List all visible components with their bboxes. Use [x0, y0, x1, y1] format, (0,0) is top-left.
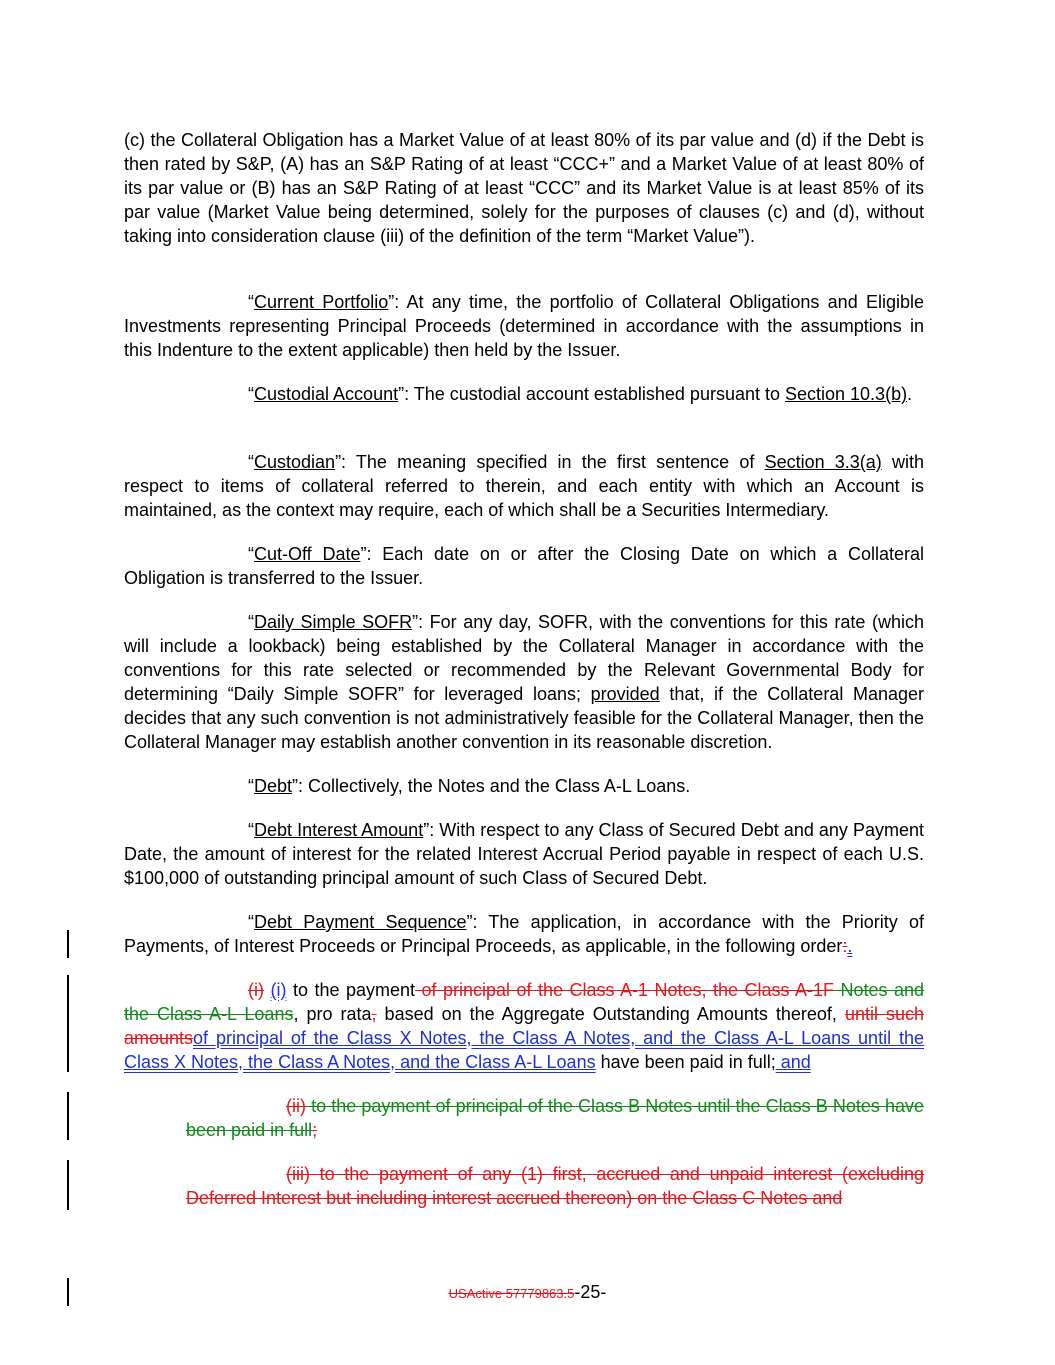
paragraph [124, 610, 924, 754]
paragraph [124, 290, 924, 362]
text: (c) the Collateral Obligation has a Market Value of at least 80% of its par value and (d) if the Debt is then rated by S&P, (A) has an S&P Rating of at least “CCC+” and a Market Value of at least 80% of its par value or (B) has an S&P Rating of at least “CCC” and its Market Value is at least 85% of its par value (Market Value being determined, solely for the purposes of clauses (c) and (d), without taking into consideration clause (iii) of the definition of the term “Market Value”). [124, 130, 924, 246]
deleted-text: (ii) [286, 1096, 306, 1116]
text: ”: For any day, SOFR, with the conventions for this rate (which will include a lookback) being established by the Collateral Manager in accordance with the conventions for this rate selected or recommended by the Relevant Governmental Body for determining “Daily Simple SOFR” for leveraged loans; [124, 612, 924, 704]
inserted-text: and [775, 1052, 811, 1072]
page-number: -25- [574, 1282, 607, 1302]
text: “ [248, 452, 254, 472]
paragraph [124, 128, 924, 248]
text: “ [248, 384, 254, 404]
change-bar [67, 930, 69, 958]
deleted-text: : [842, 936, 848, 956]
text: ”: At any time, the portfolio of Collateral Obligations and Eligible Investments representing Principal Proceeds (determined in accordance with the assumptions in this Indenture to the extent applicable) then held by the Issuer. [124, 292, 924, 360]
deleted-text: until such amounts [124, 1004, 924, 1048]
paragraph [124, 774, 924, 798]
document-id-deleted: USActive 57779863.5 [448, 1286, 575, 1301]
paragraph [124, 978, 924, 1074]
change-bar [67, 1092, 69, 1140]
text: ”: The meaning specified in the first sentence of [335, 452, 765, 472]
moved-deleted-text: to the payment of principal of the Class B Notes until the Class B Notes have been paid in full [186, 1096, 924, 1140]
text: , pro rata [293, 1004, 372, 1024]
text: with respect to items of collateral referred to therein, and each entity with which an Account is maintained, as the context may require, each of which shall be a Securities Intermediary. [124, 452, 925, 520]
page-footer [0, 1280, 1055, 1306]
underlined-term: Current Portfolio [254, 292, 389, 312]
paragraph [186, 1162, 924, 1210]
underlined-term: Section 10.3(b) [785, 384, 908, 404]
deleted-text: (i) [248, 980, 264, 1000]
underlined-term: Debt [254, 776, 293, 796]
deleted-text: of principal of the Class A-1 Notes, the Class A-1F [415, 980, 834, 1000]
change-bar [67, 975, 69, 1072]
paragraph [124, 910, 924, 958]
text: that, if the Collateral Manager decides that any such convention is not administratively feasible for the Collateral Manager, then the Collateral Manager may establish another convention in its reasonable discretion. [124, 684, 924, 752]
underlined-term: provided [590, 684, 660, 704]
change-bar [67, 1160, 69, 1210]
text: based on the Aggregate Outstanding Amounts thereof, [376, 1004, 845, 1024]
underlined-term: Cut-Off Date [254, 544, 361, 564]
text: “ [248, 612, 254, 632]
underlined-term: Debt Payment Sequence [254, 912, 467, 932]
text: have been paid in full; [595, 1052, 776, 1072]
text: “ [248, 544, 254, 564]
text: “ [248, 292, 254, 312]
deleted-text: (iii) to the payment of any (1) first, accrued and unpaid interest (excluding Deferred Interest but including interest accrued thereon) on the Class C Notes and [186, 1164, 924, 1208]
deleted-text: , [371, 1004, 377, 1024]
text: ”: The application, in accordance with the Priority of Payments, of Interest Proceeds or Principal Proceeds, as applicable, in the following order [124, 912, 924, 956]
inserted-text: (i) [270, 980, 287, 1000]
underlined-term: Custodian [254, 452, 336, 472]
text: ”: The custodial account established pursuant to [398, 384, 785, 404]
underlined-term: Section 3.3(a) [764, 452, 882, 472]
paragraph [124, 382, 924, 406]
underlined-term: Daily Simple SOFR [254, 612, 413, 632]
deleted-text: ; [312, 1120, 318, 1140]
text: ”: With respect to any Class of Secured Debt and any Payment Date, the amount of interest for the related Interest Accrual Period payable in respect of each U.S. $100,000 of outstanding principal amount of such Class of Secured Debt. [124, 820, 924, 888]
underlined-term: Custodial Account [254, 384, 399, 404]
paragraph [124, 818, 924, 890]
text: “ [248, 820, 254, 840]
text: to the payment [286, 980, 415, 1000]
text: . [907, 384, 913, 404]
paragraph [124, 542, 924, 590]
text: “ [248, 912, 254, 932]
paragraph [186, 1094, 924, 1142]
inserted-text: . [847, 936, 853, 956]
inserted-text: of principal of the Class X Notes, the Class A Notes, and the Class A-L Loans until the Class X Notes, the Class A Notes, and the Class A-L Loans [124, 1028, 924, 1072]
moved-deleted-text: Notes and the Class A-L Loans [124, 980, 924, 1024]
paragraph [124, 450, 924, 522]
underlined-term: Debt Interest Amount [254, 820, 424, 840]
text: ”: Each date on or after the Closing Date on which a Collateral Obligation is transferred to the Issuer. [124, 544, 924, 588]
text: ”: Collectively, the Notes and the Class A-L Loans. [292, 776, 691, 796]
text: “ [248, 776, 254, 796]
